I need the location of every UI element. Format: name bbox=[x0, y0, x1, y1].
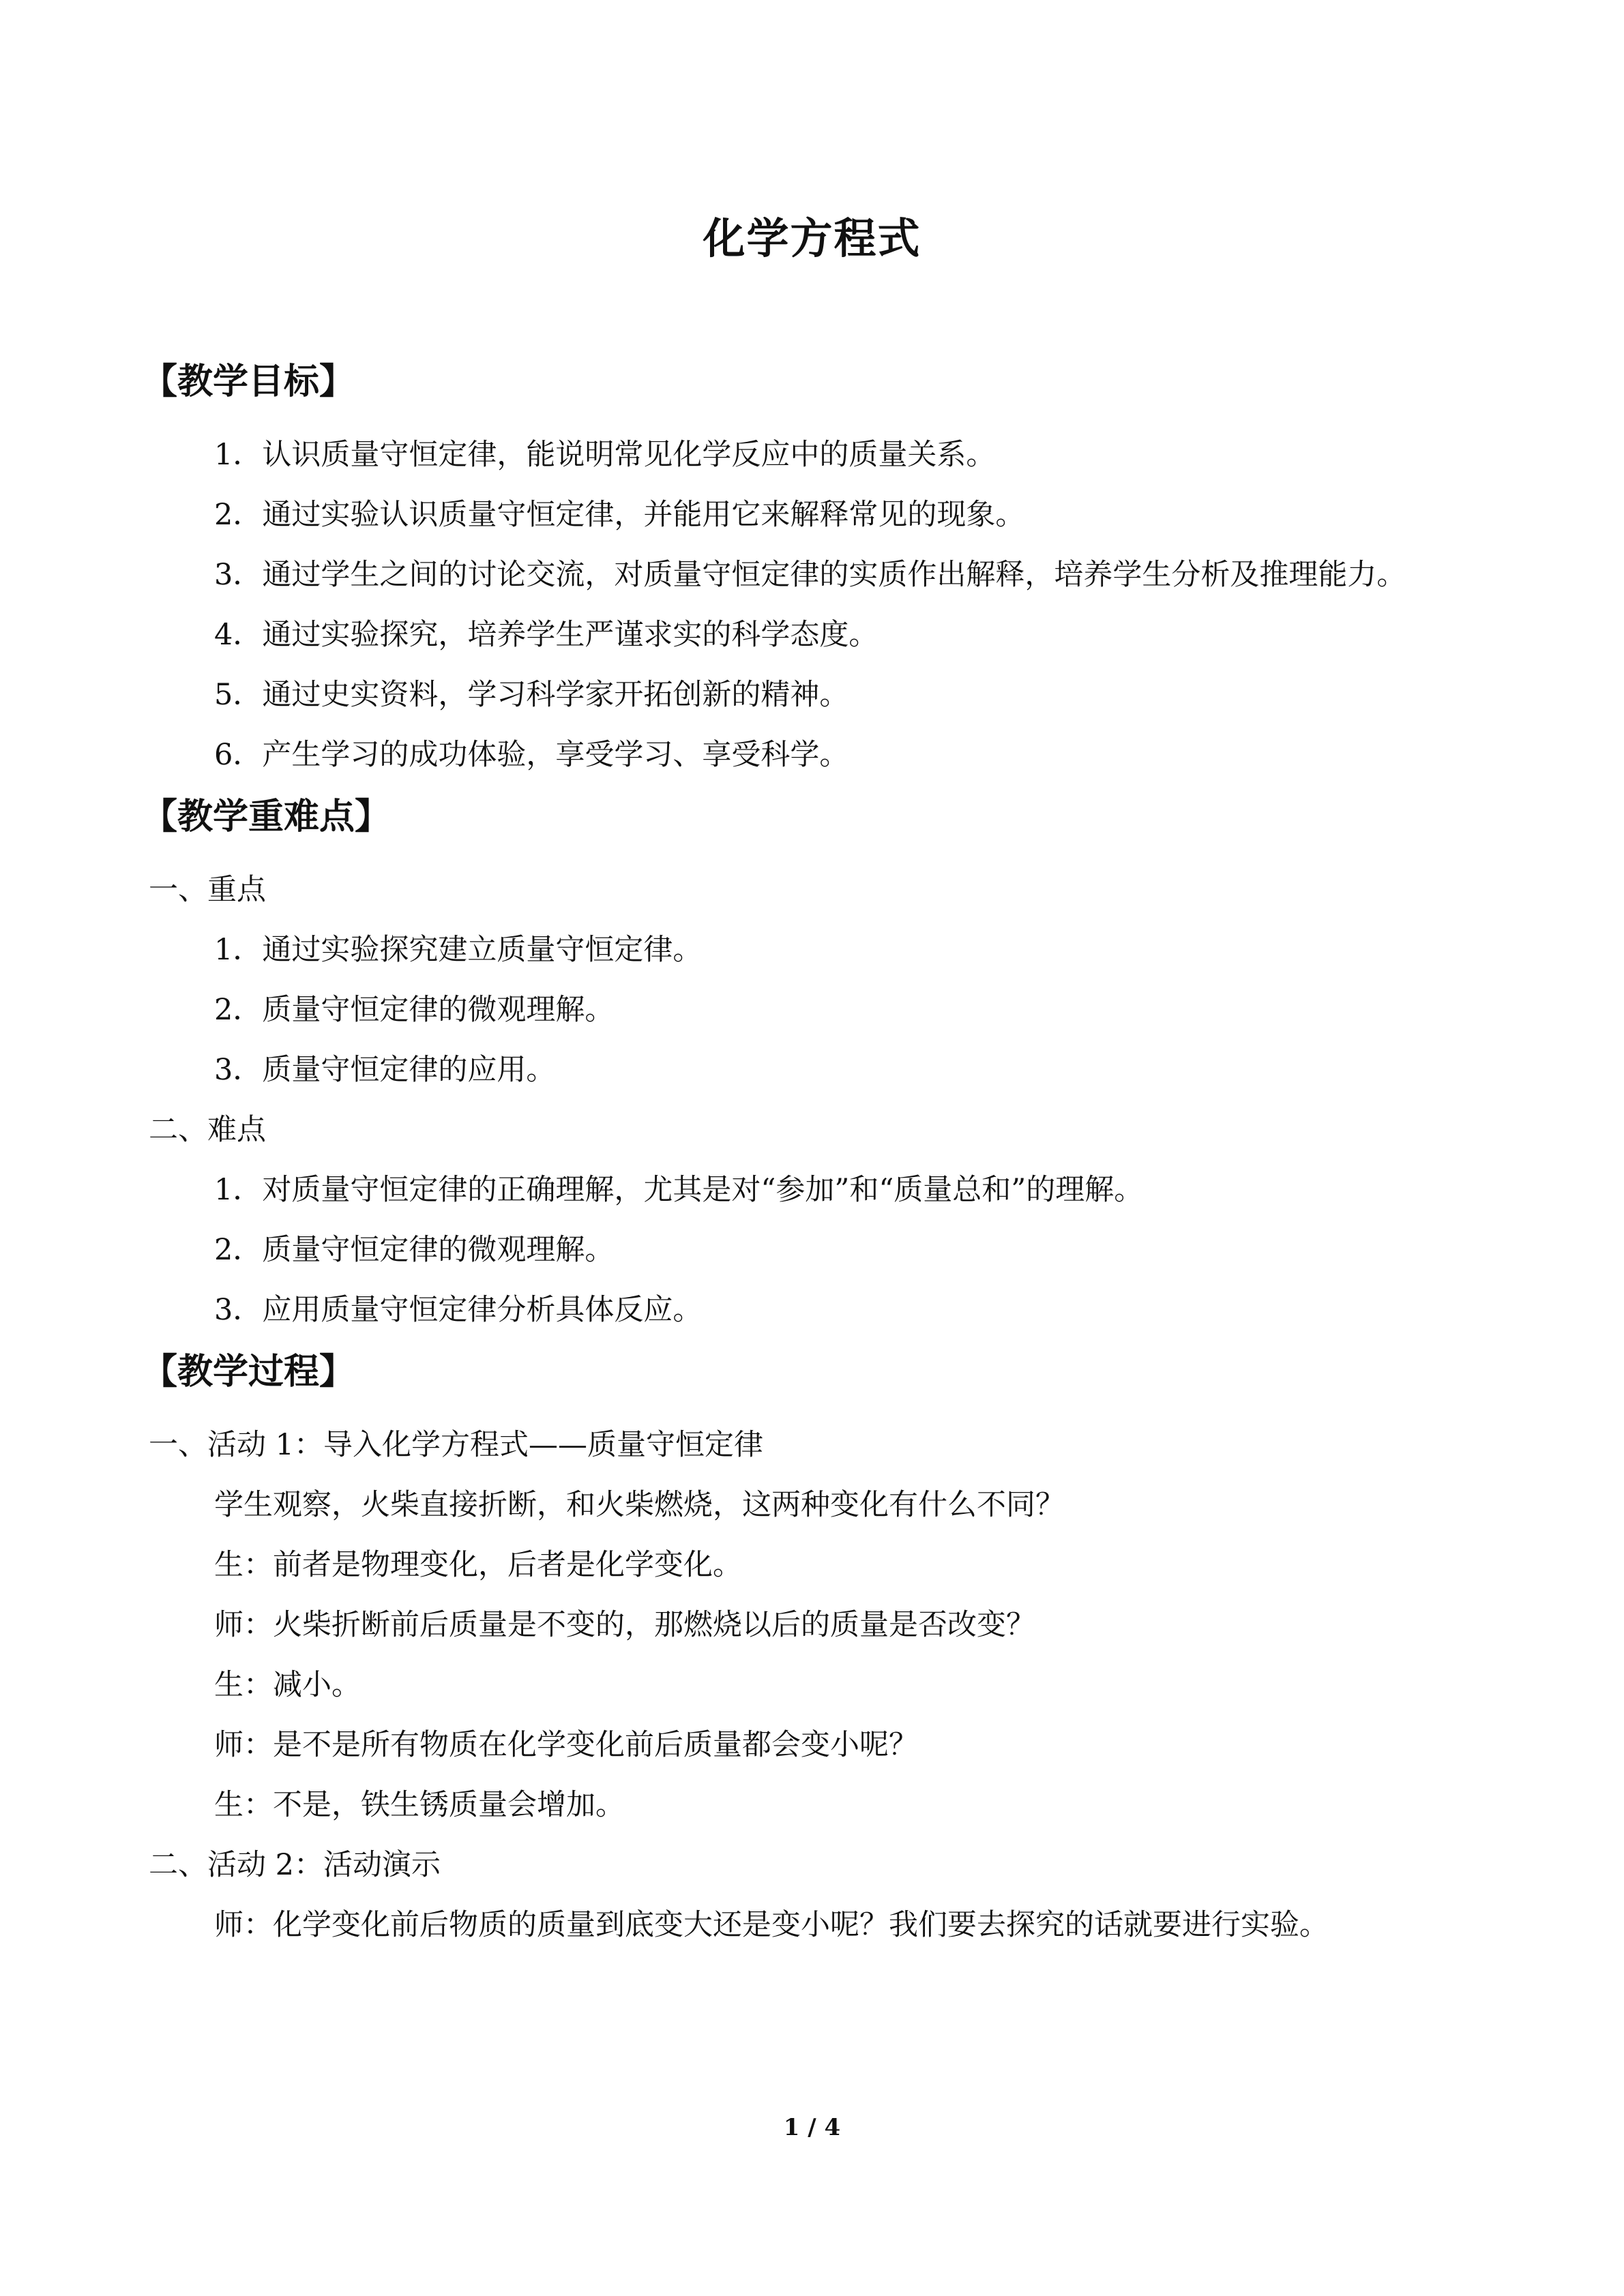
activity1-line: 学生观察，火柴直接折断，和火柴燃烧，这两种变化有什么不同？ bbox=[214, 1488, 1065, 1522]
objective-item: 2．通过实验认识质量守恒定律，并能用它来解释常见的现象。 bbox=[214, 498, 1025, 532]
difficulty-label: 二、难点 bbox=[149, 1113, 266, 1147]
activity2-line: 师：化学变化前后物质的质量到底变大还是变小呢？我们要去探究的话就要进行实验。 bbox=[214, 1908, 1329, 1942]
activity1-line: 师：是不是所有物质在化学变化前后质量都会变小呢？ bbox=[214, 1728, 918, 1762]
page-title: 化学方程式 bbox=[703, 213, 921, 263]
focus-item: 3．质量守恒定律的应用。 bbox=[214, 1053, 556, 1087]
focus-item: 2．质量守恒定律的微观理解。 bbox=[214, 993, 615, 1027]
objective-item: 5．通过史实资料，学习科学家开拓创新的精神。 bbox=[214, 678, 849, 712]
difficulty-item: 3．应用质量守恒定律分析具体反应。 bbox=[214, 1293, 703, 1327]
focus-item: 1．通过实验探究建立质量守恒定律。 bbox=[214, 933, 703, 967]
activity1-line: 生：前者是物理变化，后者是化学变化。 bbox=[214, 1548, 742, 1582]
difficulty-item: 1．对质量守恒定律的正确理解，尤其是对“参加”和“质量总和”的理解。 bbox=[214, 1173, 1144, 1207]
objective-item: 1．认识质量守恒定律，能说明常见化学反应中的质量关系。 bbox=[214, 438, 996, 472]
page-number: 1 / 4 bbox=[783, 2114, 841, 2141]
objective-item: 3．通过学生之间的讨论交流，对质量守恒定律的实质作出解释，培养学生分析及推理能力。 bbox=[214, 558, 1406, 592]
section-heading-process: 【教学过程】 bbox=[142, 1352, 355, 1392]
activity1-line: 生：减小。 bbox=[214, 1668, 361, 1702]
activity2-label: 二、活动 2：活动演示 bbox=[149, 1848, 441, 1882]
section-heading-keypoints: 【教学重难点】 bbox=[142, 796, 391, 837]
activity1-line: 师：火柴折断前后质量是不变的，那燃烧以后的质量是否改变？ bbox=[214, 1608, 1035, 1642]
focus-label: 一、重点 bbox=[149, 873, 266, 907]
difficulty-item: 2．质量守恒定律的微观理解。 bbox=[214, 1233, 615, 1267]
activity1-label: 一、活动 1：导入化学方程式——质量守恒定律 bbox=[149, 1428, 764, 1462]
document-body bbox=[142, 355, 1486, 1964]
activity1-line: 生：不是，铁生锈质量会增加。 bbox=[214, 1788, 625, 1822]
section-heading-objectives: 【教学目标】 bbox=[142, 361, 355, 402]
objective-item: 4．通过实验探究，培养学生严谨求实的科学态度。 bbox=[214, 618, 879, 652]
objective-item: 6．产生学习的成功体验，享受学习、享受科学。 bbox=[214, 738, 849, 772]
